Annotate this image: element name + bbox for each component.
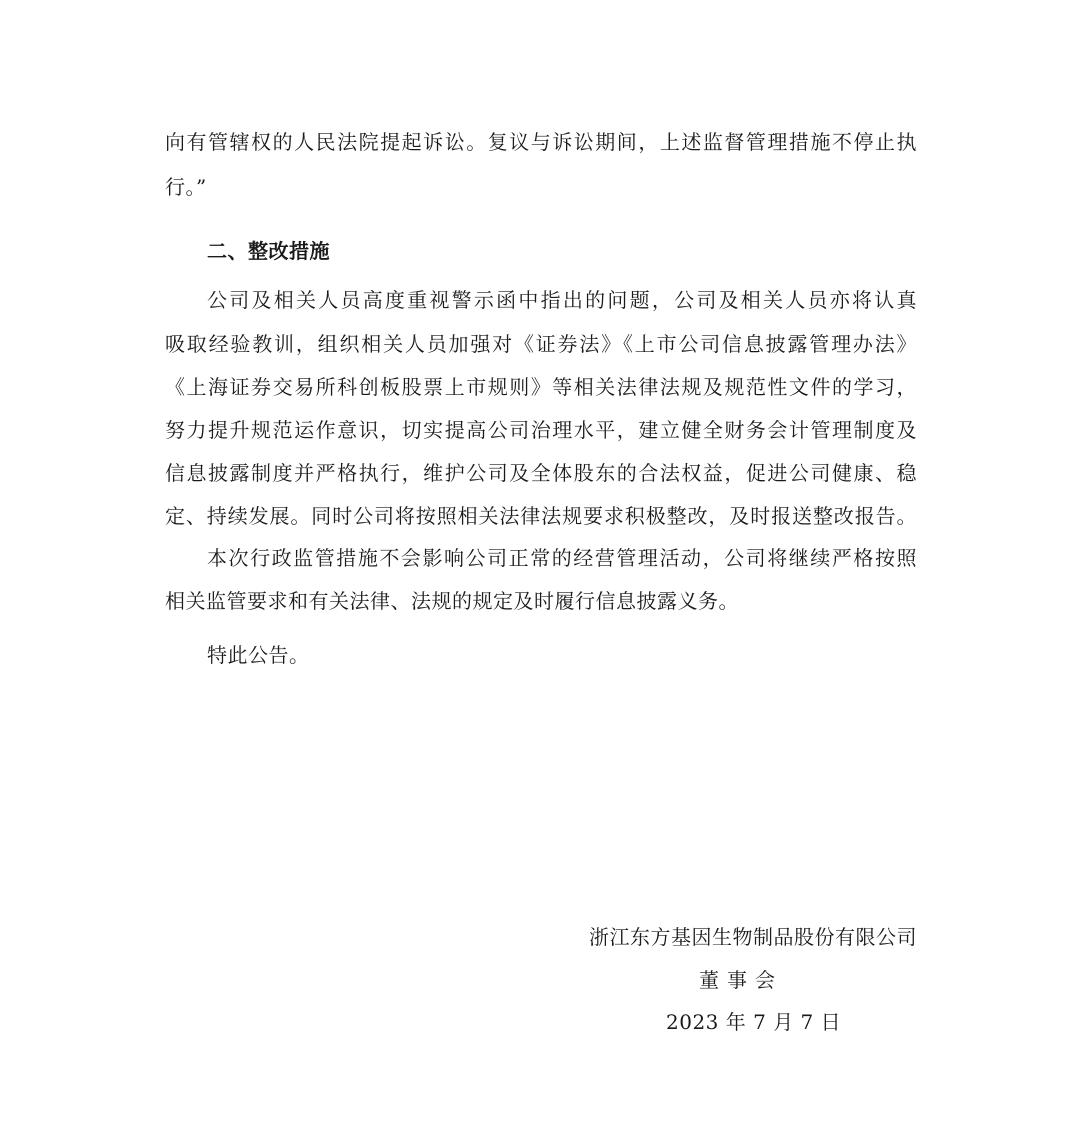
paragraph-line: 相关监管要求和有关法律、法规的规定及时履行信息披露义务。 [165, 589, 739, 613]
signature-board: 董事会 [699, 968, 783, 992]
text-line: 行。” [165, 175, 207, 199]
signature-date: 2023 年 7 月 7 日 [666, 1010, 842, 1034]
paragraph-line: 定、持续发展。同时公司将按照相关法律法规要求积极整改，及时报送整改报告。 [165, 504, 917, 528]
paragraph-line: 公司及相关人员高度重视警示函中指出的问题，公司及相关人员亦将认真 [207, 288, 917, 312]
signature-company: 浙江东方基因生物制品股份有限公司 [589, 925, 917, 949]
closing-text: 特此公告。 [207, 643, 310, 667]
paragraph-line: 信息披露制度并严格执行，维护公司及全体股东的合法权益，促进公司健康、稳 [165, 461, 917, 485]
paragraph-line: 《上海证券交易所科创板股票上市规则》等相关法律法规及规范性文件的学习， [165, 375, 917, 399]
paragraph-line: 努力提升规范运作意识，切实提高公司治理水平，建立健全财务会计管理制度及 [165, 418, 917, 442]
paragraph-line: 本次行政监管措施不会影响公司正常的经营管理活动，公司将继续严格按照 [207, 546, 917, 570]
text-line: 向有管辖权的人民法院提起诉讼。复议与诉讼期间，上述监督管理措施不停止执 [165, 130, 917, 154]
section-heading: 二、整改措施 [207, 239, 330, 263]
paragraph-line: 吸取经验教训，组织相关人员加强对《证券法》《上市公司信息披露管理办法》 [165, 332, 917, 356]
